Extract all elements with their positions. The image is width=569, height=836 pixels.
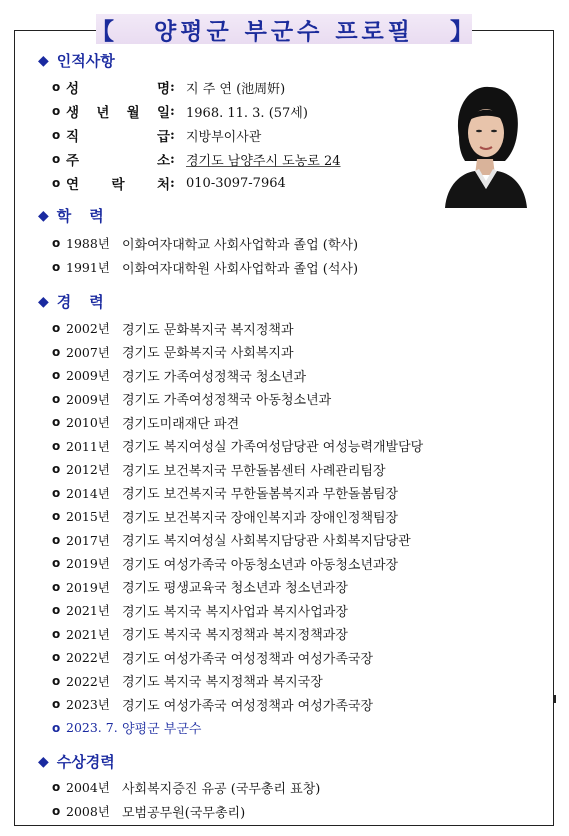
description-text: 경기도 복지여성실 가족여성담당관 여성능력개발담당 [122, 440, 424, 455]
description-text: 경기도 문화복지국 복지정책과 [122, 322, 294, 338]
bullet-marker: o [52, 532, 61, 547]
label-char: 생 [66, 105, 80, 121]
info-row [52, 172, 286, 194]
year-label: 2002년 [66, 321, 110, 336]
bullet-marker: o [52, 152, 61, 166]
year-label: 2014년 [66, 485, 110, 501]
section-awards [38, 751, 115, 772]
career-row [52, 670, 323, 692]
diamond-icon: ◆ [38, 207, 49, 224]
section-personal [38, 50, 115, 71]
description-text: 이화여자대학원 사회사업학과 졸업 (석사) [122, 261, 359, 277]
bullet-marker: o [52, 321, 61, 335]
year-label: 2011년 [66, 438, 110, 454]
career-row [52, 693, 373, 715]
description-text: 경기도 복지여성실 사회복지담당관 사회복지담당관 [122, 534, 411, 549]
info-label [66, 77, 170, 97]
label-char: 소 [156, 153, 170, 169]
colon: : [170, 79, 175, 95]
career-row [52, 435, 423, 457]
portrait-icon [439, 77, 530, 208]
year-label: 2019년 [66, 579, 110, 595]
label-char: 주 [66, 153, 80, 169]
awards-row [52, 776, 320, 798]
label-char: 직 [66, 129, 80, 145]
career-row [52, 411, 239, 433]
year-label: 2004년 [66, 780, 110, 795]
colon: : [170, 103, 175, 119]
bullet-marker: o [52, 697, 61, 711]
bullet-marker: o [52, 344, 61, 359]
career-row [52, 505, 398, 527]
year-label: 2023년 [66, 697, 110, 712]
career-row [52, 482, 398, 504]
description-text: 경기도 여성가족국 여성정책과 여성가족국장 [122, 698, 373, 714]
label-char: 급 [156, 129, 170, 145]
diamond-icon: ◆ [38, 293, 49, 310]
label-char: 락 [111, 177, 125, 193]
diamond-icon: ◆ [38, 52, 49, 69]
bullet-marker: o [52, 579, 61, 594]
description-text: 경기도 여성가족국 여성정책과 여성가족국장 [122, 651, 373, 667]
description-text: 경기도 보건복지국 무한돌봄센터 사례관리팀장 [122, 463, 386, 479]
bullet-marker: o [52, 556, 61, 570]
career-row [52, 552, 398, 574]
bullet-marker: o [52, 603, 61, 617]
info-row [52, 100, 308, 122]
description-text: 사회복지증진 유공 (국무총리 표창) [122, 781, 321, 797]
description-text: 경기도 복지국 복지정책과 복지국장 [122, 675, 323, 690]
description-text: 경기도 보건복지국 무한돌봄복지과 무한돌봄팀장 [122, 487, 399, 502]
info-label [66, 149, 170, 169]
description-text: 경기도 복지국 복지사업과 복지사업과장 [122, 604, 348, 620]
info-label [66, 173, 170, 193]
bullet-marker: o [52, 236, 61, 250]
colon: : [170, 151, 175, 167]
label-char: 명 [156, 81, 170, 97]
label-char: 처 [156, 177, 170, 193]
bullet-marker: o [52, 720, 61, 735]
bullet-marker: o [52, 260, 61, 274]
description-text: 모범공무원(국무총리) [122, 805, 246, 821]
description-text: 경기도미래재단 파견 [122, 416, 240, 432]
diamond-icon: ◆ [38, 753, 49, 770]
career-row [52, 364, 306, 386]
colon: : [170, 127, 175, 143]
bullet-marker: o [52, 128, 61, 142]
career-row [52, 623, 348, 645]
year-label: 2008년 [66, 804, 110, 819]
frame-mark [554, 695, 556, 703]
description-text: 경기도 평생교육국 청소년과 청소년과장 [122, 581, 348, 596]
year-label: 2007년 [66, 344, 110, 360]
career-row [52, 529, 411, 551]
section-heading: 인적사항 [56, 52, 115, 70]
bullet-marker: o [52, 104, 61, 118]
bullet-marker: o [52, 438, 61, 453]
career-row [52, 646, 373, 668]
bullet-marker: o [52, 485, 61, 500]
year-label: 2022년 [66, 650, 110, 665]
colon: : [170, 175, 175, 191]
year-label: 2019년 [66, 556, 110, 571]
education-row [52, 232, 358, 254]
section-heading: 경력 [56, 293, 122, 311]
section-career [38, 291, 122, 312]
year-label: 1988년 [66, 236, 110, 251]
title-bracket-open: 【 [90, 18, 118, 45]
year-label: 2009년 [66, 368, 110, 383]
description-text: 이화여자대학교 사회사업학과 졸업 (학사) [122, 237, 359, 253]
bullet-marker: o [52, 626, 61, 641]
year-label: 1991년 [66, 260, 110, 275]
description-text: 경기도 가족여성정책국 청소년과 [122, 369, 307, 385]
info-value: 010-3097-7964 [186, 175, 286, 191]
awards-row [52, 800, 245, 822]
description-text: 경기도 보건복지국 장애인복지과 장애인정책팀장 [122, 510, 399, 526]
section-heading: 수상경력 [56, 753, 115, 771]
description-text: 경기도 가족여성정책국 아동청소년과 [122, 393, 332, 408]
career-row [52, 388, 331, 410]
year-label: 2023. 7. [66, 720, 118, 735]
description-text: 경기도 복지국 복지정책과 복지정책과장 [122, 628, 348, 643]
info-value: 지 주 연 (池周姸) [186, 81, 286, 97]
education-row [52, 256, 358, 278]
label-char: 연 [66, 177, 80, 193]
description-text: 양평군 부군수 [122, 722, 202, 737]
year-label: 2017년 [66, 532, 110, 548]
career-row [52, 341, 294, 363]
career-row [52, 717, 201, 739]
year-label: 2010년 [66, 415, 110, 430]
bullet-marker: o [52, 673, 61, 688]
label-char: 일 [156, 105, 170, 121]
bullet-marker: o [52, 780, 61, 794]
year-label: 2021년 [66, 603, 110, 618]
year-label: 2022년 [66, 673, 110, 689]
title-text: 양평군 부군수 프로필 [154, 18, 414, 45]
bullet-marker: o [52, 415, 61, 429]
bullet-marker: o [52, 80, 61, 94]
info-row [52, 124, 261, 146]
bullet-marker: o [52, 509, 61, 523]
label-char: 성 [66, 81, 80, 97]
career-row [52, 599, 348, 621]
career-row [52, 576, 348, 598]
info-label [66, 125, 170, 145]
year-label: 2012년 [66, 462, 110, 477]
year-label: 2021년 [66, 626, 110, 642]
year-label: 2009년 [66, 391, 110, 407]
info-label [66, 101, 170, 121]
bullet-marker: o [52, 804, 61, 818]
label-char: 년 [96, 105, 110, 121]
section-education [38, 205, 122, 226]
info-value: 지방부이사관 [186, 129, 262, 145]
label-char: 월 [126, 105, 140, 121]
profile-photo [439, 77, 530, 208]
year-label: 2015년 [66, 509, 110, 524]
career-row [52, 317, 294, 339]
bullet-marker: o [52, 176, 61, 190]
description-text: 경기도 문화복지국 사회복지과 [122, 346, 294, 361]
info-value: 1968. 11. 3. (57세) [186, 105, 308, 121]
bullet-marker: o [52, 462, 61, 476]
description-text: 경기도 여성가족국 아동청소년과 아동청소년과장 [122, 557, 399, 573]
bullet-marker: o [52, 368, 61, 382]
info-row [52, 76, 285, 98]
career-row [52, 458, 386, 480]
title-bracket-close: 】 [450, 18, 478, 45]
info-row [52, 148, 341, 170]
info-value: 경기도 남양주시 도농로 24 [186, 153, 341, 169]
bullet-marker: o [52, 391, 61, 406]
section-heading: 학력 [56, 207, 122, 225]
page-title [90, 14, 478, 45]
bullet-marker: o [52, 650, 61, 664]
